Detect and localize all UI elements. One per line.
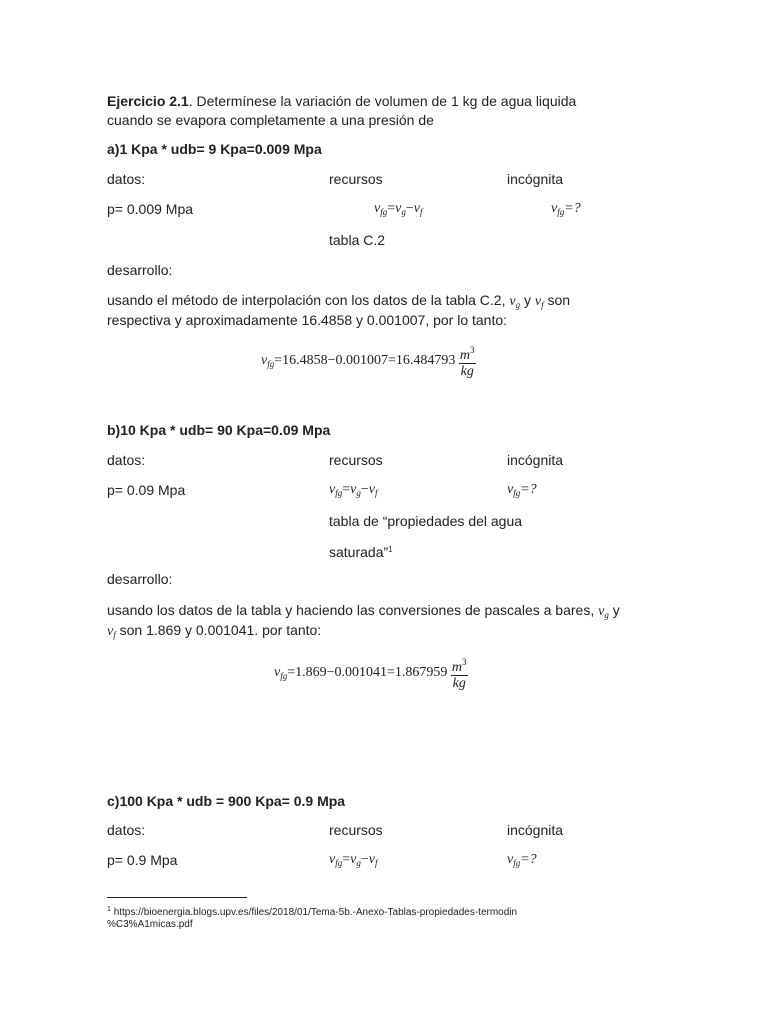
part-b-unknown: $v_{fg}=$? (507, 482, 537, 498)
exercise-label: Ejercicio 2.1 (107, 93, 189, 109)
part-a-desarrollo-label: desarrollo: (107, 262, 173, 278)
footnote-reference[interactable]: 1 (388, 545, 393, 554)
part-a-datos-label: datos: (107, 171, 146, 187)
exercise-statement-line-1 (107, 92, 576, 110)
part-b-datos-label: datos: (107, 452, 146, 468)
exercise-text-1: . Determínese la variación de volumen de 1 kg de agua liquida (188, 93, 577, 109)
part-a-result-equation: $v_{fg}=16.4858-0.001007=16.484793$ $\frac{m^3}{kg}$ (261, 345, 475, 379)
part-b-development-line-2: $v_f$ son 1.869 y 0.001041. por tanto: (107, 622, 322, 640)
part-c-datos-label: datos: (107, 822, 146, 838)
part-b-desarrollo-label: desarrollo: (107, 571, 173, 587)
part-c-recursos-label: recursos (329, 822, 383, 838)
part-c-heading: c)100 Kpa * udb = 900 Kpa= 0.9 Mpa (107, 793, 346, 809)
exercise-text-2: cuando se evapora completamente a una presión de (107, 112, 434, 128)
part-a-development-line-2: respectiva y aproximadamente 16.4858 y 0.001007, por lo tanto: (107, 312, 508, 328)
part-c-resource-formula: $v_{fg}=v_g-v_f$ (329, 852, 378, 868)
part-b-resource-table-2: saturada”$^1$ (329, 544, 393, 560)
footnote-line-1[interactable]: $^1$ https://bioenergia.blogs.upv.es/files/2018/01/Tema-5b.-Anexo-Tablas-propiedades-termodin (107, 906, 518, 918)
footnote-line-2[interactable]: %C3%A1micas.pdf (107, 919, 193, 930)
footnote-link[interactable]: https://bioenergia.blogs.upv.es/files/2018/01/Tema-5b.-Anexo-Tablas-propiedades-termodin (113, 907, 518, 918)
part-b-heading: b)10 Kpa * udb= 90 Kpa=0.09 Mpa (107, 422, 331, 438)
part-a-heading: a)1 Kpa * udb= 9 Kpa=0.009 Mpa (107, 141, 322, 157)
part-a-resource-table: tabla C.2 (329, 232, 386, 248)
part-b-recursos-label: recursos (329, 452, 383, 468)
part-c-data-value: p= 0.9 Mpa (107, 852, 178, 868)
part-a-resource-formula: $v_{fg}=v_g-v_f$ (374, 201, 423, 217)
part-a-data-value: p= 0.009 Mpa (107, 201, 194, 217)
part-a-recursos-label: recursos (329, 171, 383, 187)
part-b-resource-formula: $v_{fg}=v_g-v_f$ (329, 482, 378, 498)
part-a-development-line-1: usando el método de interpolación con los datos de la tabla C.2, $v_g$ y $v_f$ son (107, 292, 571, 310)
part-a-unknown: $v_{fg}=$? (551, 201, 581, 217)
part-b-resource-table-1: tabla de “propiedades del agua (329, 513, 523, 529)
part-b-data-value: p= 0.09 Mpa (107, 482, 186, 498)
part-c-incognita-label: incógnita (507, 822, 564, 838)
part-a-incognita-label: incógnita (507, 171, 564, 187)
part-b-result-equation: $v_{fg}=1.869-0.001041=1.867959$ $\frac{m^3}{kg}$ (274, 657, 467, 691)
part-c-unknown: $v_{fg}=$? (507, 852, 537, 868)
part-b-incognita-label: incógnita (507, 452, 564, 468)
footnote-divider (107, 897, 247, 898)
part-b-development-line-1: usando los datos de la tabla y haciendo las conversiones de pascales a bares, $v_g$ y (107, 602, 620, 620)
